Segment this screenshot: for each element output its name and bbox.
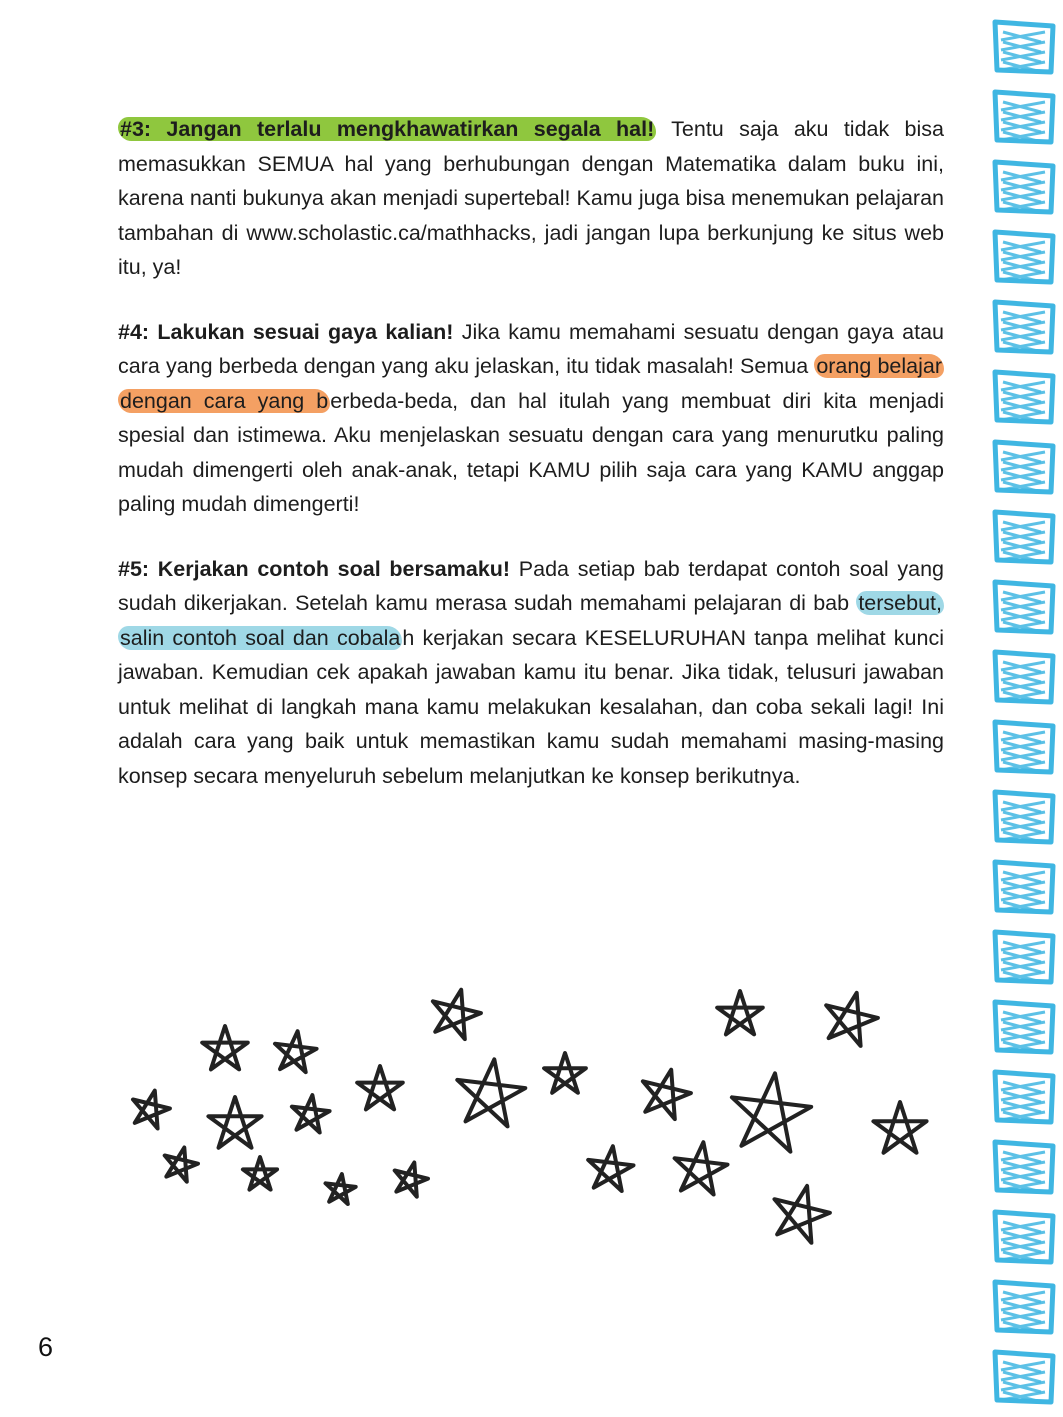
- tip-3-body: Tentu saja aku tidak bisa memasukkan SEMUA hal yang berhubungan dengan Matematika dalam buku ini, karena nanti bukunya akan menjadi supertebal! Kamu juga bisa menemukan pelajaran tambahan di www.scholastic.ca/mathhacks, jadi jangan lupa berkunjung ke situs web itu, ya!: [118, 117, 944, 279]
- tip-4-paragraph: [118, 315, 944, 522]
- hand-drawn-stars-icon: [110, 975, 960, 1265]
- page-number: 6: [38, 1332, 54, 1362]
- notebook-spiral-binding-icon: [983, 0, 1063, 1417]
- tip-4-body-after: erbeda-beda, dan hal itulah yang membuat diri kita menjadi spesial dan istimewa. Aku menjelaskan sesuatu dengan cara yang menurutku paling mudah dimengerti oleh anak-anak, tetapi KAMU pilih saja cara yang KAMU anggap paling mudah dimengerti!: [118, 388, 944, 516]
- tip-5-body-before: Pada setiap bab terdapat contoh soal yang sudah dikerjakan. Setelah kamu merasa sudah memahami pelajaran di bab: [118, 556, 944, 615]
- tip-4-heading: #4: Lakukan sesuai gaya kalian!: [118, 319, 454, 344]
- tip-4-body-before: Jika kamu memahami sesuatu dengan gaya atau cara yang berbeda dengan yang aku jelaskan, itu tidak masalah! Semua: [118, 319, 944, 378]
- tip-5-heading: #5: Kerjakan contoh soal bersamaku!: [118, 556, 511, 581]
- tip-3-paragraph: [118, 112, 944, 285]
- tip-5-highlight: tersebut, salin contoh soal dan cobala: [120, 591, 942, 650]
- text-column: [118, 112, 944, 823]
- tip-4-highlight: orang belajar dengan cara yang b: [120, 354, 942, 413]
- tip-5-paragraph: [118, 552, 944, 794]
- tip-3-heading: #3: Jangan terlalu mengkhawatirkan segala hal!: [120, 117, 655, 141]
- tip-5-body-after: h kerjakan secara KESELURUHAN tanpa melihat kunci jawaban. Kemudian cek apakah jawaban kamu itu benar. Jika tidak, telusuri jawaban untuk melihat di langkah mana kamu melakukan kesalahan, dan coba sekali lagi! Ini adalah cara yang baik untuk memastikan kamu sudah memahami masing-masing konsep secara menyeluruh sebelum melanjutkan ke konsep berikutnya.: [118, 625, 944, 788]
